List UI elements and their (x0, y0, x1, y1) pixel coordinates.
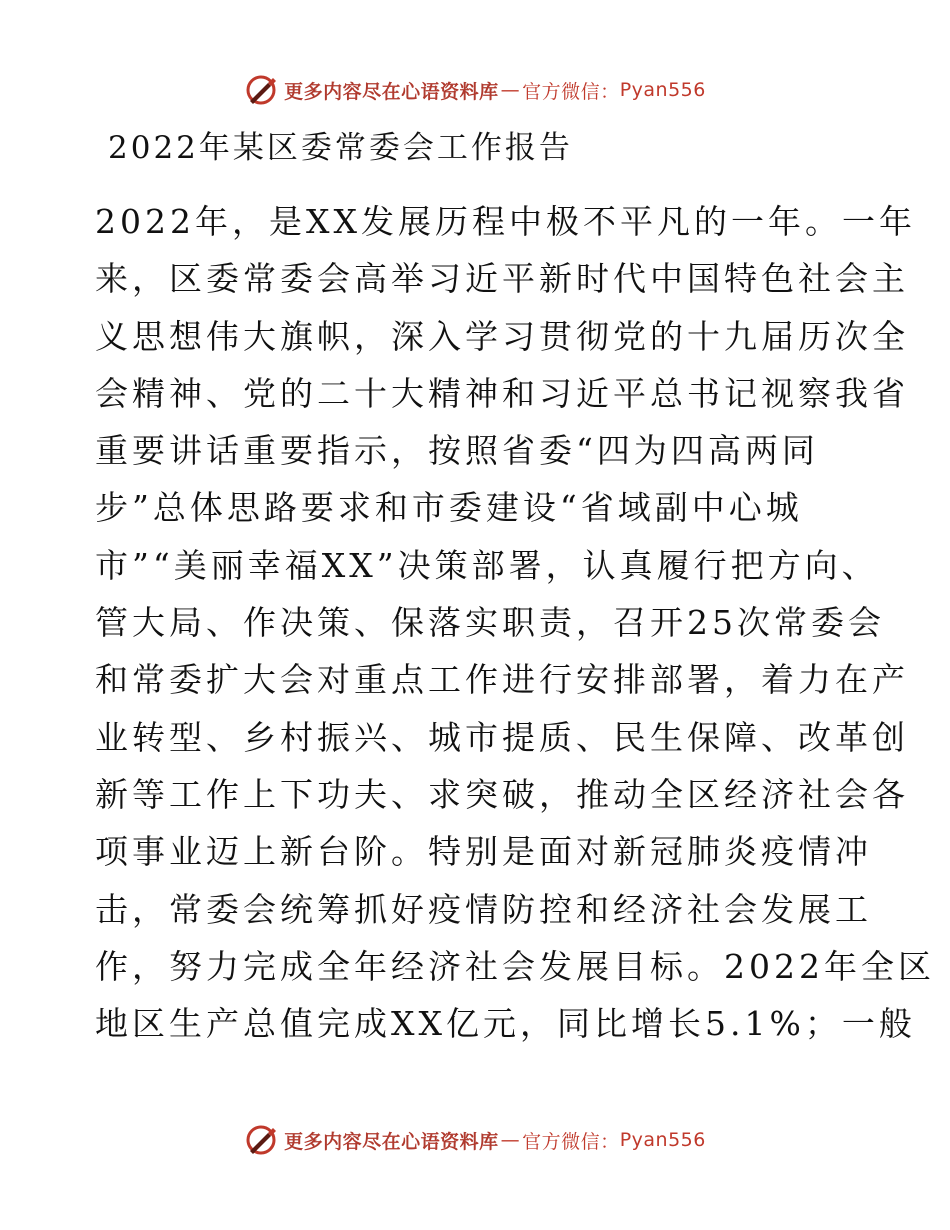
pen-logo-icon (244, 1123, 278, 1157)
body-line: 项事业迈上新台阶。特别是面对新冠肺炎疫情冲 (95, 832, 872, 872)
watermark-header (0, 70, 950, 110)
pen-logo-icon (244, 73, 278, 107)
body-line: 义思想伟大旗帜，深入学习贯彻党的十九届历次全 (95, 316, 909, 356)
watermark-wechat-label: 官方微信： (522, 1130, 620, 1153)
watermark-brand: 更多内容尽在心语资料库 (284, 1130, 499, 1153)
watermark-wechat-label: 官方微信： (522, 80, 620, 103)
body-line: 和常委扩大会对重点工作进行安排部署，着力在产 (95, 660, 909, 700)
watermark-wechat-id: Pyan556 (619, 79, 706, 101)
body-line: 业转型、乡村振兴、城市提质、民生保障、改革创 (95, 717, 909, 757)
body-line: 新等工作上下功夫、求突破，推动全区经济社会各 (95, 774, 909, 814)
document-body (95, 193, 935, 1052)
body-line: 2022年，是XX发展历程中极不平凡的一年。一年 (95, 202, 916, 241)
body-line: 来，区委常委会高举习近平新时代中国特色社会主 (95, 259, 909, 299)
body-line: 步”总体思路要求和市委建设“省域副中心城 (95, 488, 803, 528)
watermark-separator: — (500, 1129, 521, 1151)
body-line: 重要讲话重要指示，按照省委“四为四高两同 (95, 431, 819, 471)
watermark-wechat-id: Pyan556 (619, 1129, 706, 1151)
watermark-footer (0, 1120, 950, 1160)
body-line: 会精神、党的二十大精神和习近平总书记视察我省 (95, 373, 909, 413)
body-line: 地区生产总值完成XX亿元，同比增长5.1%；一般 (95, 1004, 916, 1044)
body-line: 作，努力完成全年经济社会发展目标。2022年全区 (95, 946, 935, 986)
body-line: 市”“美丽幸福XX”决策部署，认真履行把方向、 (95, 545, 879, 585)
document-title: 2022年某区委常委会工作报告 (108, 130, 573, 166)
watermark-separator: — (500, 79, 521, 101)
watermark-brand: 更多内容尽在心语资料库 (284, 80, 499, 103)
body-line: 管大局、作决策、保落实职责，召开25次常委会 (95, 603, 885, 643)
body-line: 击，常委会统筹抓好疫情防控和经济社会发展工 (95, 889, 872, 929)
